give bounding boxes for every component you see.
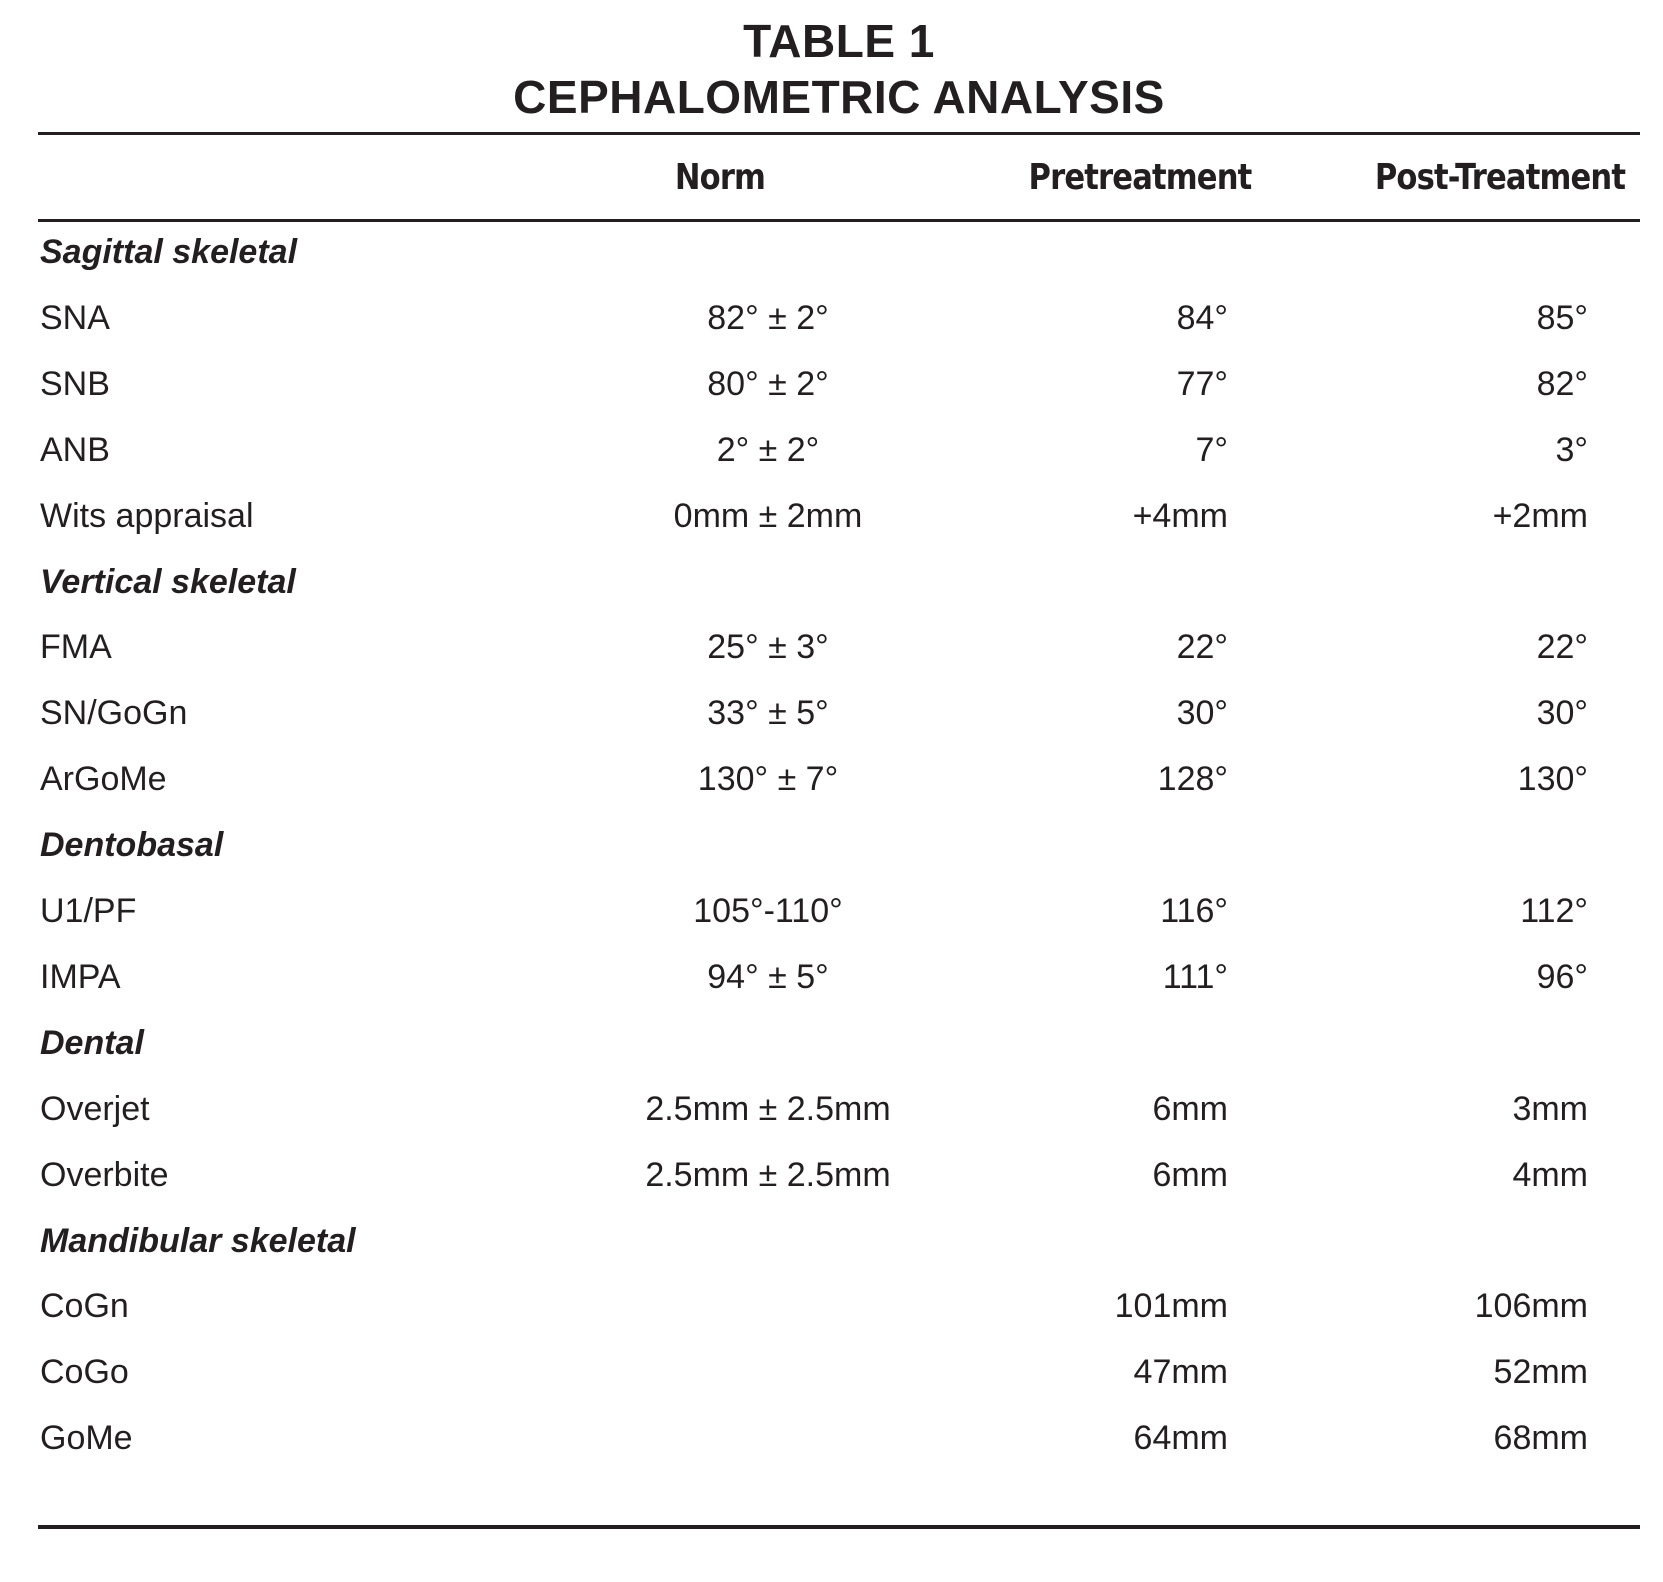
norm-value: 2.5mm ± 2.5mm	[645, 1090, 891, 1128]
post-treatment-value: 82°	[1536, 365, 1588, 403]
section-heading-row	[38, 825, 1640, 865]
norm-value: 0mm ± 2mm	[673, 497, 863, 535]
table-row	[38, 430, 1640, 470]
pretreatment-value: 30°	[1176, 694, 1228, 732]
top-rule	[38, 132, 1640, 135]
post-treatment-value: 30°	[1536, 694, 1588, 732]
row-label: SNB	[40, 365, 110, 403]
post-treatment-value: +2mm	[1492, 497, 1588, 535]
table-subtitle: CEPHALOMETRIC ANALYSIS	[513, 71, 1165, 123]
post-treatment-value: 3°	[1555, 431, 1588, 469]
row-label: ArGoMe	[40, 760, 167, 798]
section-heading: Mandibular skeletal	[40, 1222, 356, 1260]
norm-value: 82° ± 2°	[707, 299, 829, 337]
pretreatment-value: 77°	[1176, 365, 1228, 403]
row-label: Overbite	[40, 1156, 169, 1194]
post-treatment-value: 85°	[1536, 299, 1588, 337]
section-heading: Vertical skeletal	[40, 563, 296, 601]
row-label: CoGo	[40, 1353, 129, 1391]
row-label: CoGn	[40, 1287, 129, 1325]
section-heading-row	[38, 232, 1640, 272]
column-header-pretreatment: Pretreatment	[1028, 157, 1252, 198]
norm-value: 80° ± 2°	[707, 365, 829, 403]
row-label: IMPA	[40, 958, 121, 996]
norm-value: 105°-110°	[693, 892, 843, 930]
table-row	[38, 1352, 1640, 1392]
post-treatment-value: 52mm	[1493, 1353, 1588, 1391]
post-treatment-value: 4mm	[1512, 1156, 1588, 1194]
pretreatment-value: 6mm	[1152, 1090, 1228, 1128]
section-heading: Sagittal skeletal	[40, 233, 298, 271]
pretreatment-value: 22°	[1176, 628, 1228, 666]
table-row	[38, 1155, 1640, 1195]
table-row	[38, 1089, 1640, 1129]
post-treatment-value: 3mm	[1512, 1090, 1588, 1128]
post-treatment-value: 130°	[1517, 760, 1588, 798]
table-row	[38, 298, 1640, 338]
column-header-norm: Norm	[674, 157, 766, 198]
pretreatment-value: 128°	[1157, 760, 1228, 798]
row-label: U1/PF	[40, 892, 137, 930]
pretreatment-value: 101mm	[1114, 1287, 1228, 1325]
section-heading-row	[38, 1221, 1640, 1261]
pretreatment-value: 6mm	[1152, 1156, 1228, 1194]
post-treatment-value: 96°	[1536, 958, 1588, 996]
pretreatment-value: 47mm	[1133, 1353, 1228, 1391]
table-row	[38, 693, 1640, 733]
table-title: TABLE 1	[743, 15, 935, 67]
norm-value: 25° ± 3°	[707, 628, 829, 666]
header-rule	[38, 219, 1640, 222]
section-heading-row	[38, 562, 1640, 602]
column-header-post-treatment: Post-Treatment	[1374, 157, 1626, 198]
pretreatment-value: 7°	[1195, 431, 1228, 469]
row-label: ANB	[40, 431, 110, 469]
pretreatment-value: +4mm	[1132, 497, 1228, 535]
row-label: Overjet	[40, 1090, 150, 1128]
norm-value: 94° ± 5°	[707, 958, 829, 996]
post-treatment-value: 22°	[1536, 628, 1588, 666]
section-heading-row	[38, 1023, 1640, 1063]
section-heading: Dental	[40, 1024, 144, 1062]
row-label: SN/GoGn	[40, 694, 188, 732]
post-treatment-value: 68mm	[1493, 1419, 1588, 1457]
table-row	[38, 759, 1640, 799]
pretreatment-value: 84°	[1176, 299, 1228, 337]
row-label: Wits appraisal	[40, 497, 254, 535]
bottom-rule	[38, 1525, 1640, 1529]
table-row	[38, 496, 1640, 536]
table-row	[38, 891, 1640, 931]
pretreatment-value: 116°	[1160, 892, 1228, 930]
norm-value: 2.5mm ± 2.5mm	[645, 1156, 891, 1194]
table-row	[38, 1286, 1640, 1326]
norm-value: 2° ± 2°	[716, 431, 820, 469]
norm-value: 130° ± 7°	[697, 760, 839, 798]
pretreatment-value: 111°	[1162, 958, 1228, 996]
table-row	[38, 627, 1640, 667]
row-label: SNA	[40, 299, 110, 337]
table-row	[38, 957, 1640, 997]
post-treatment-value: 112°	[1520, 892, 1588, 930]
table-row	[38, 364, 1640, 404]
post-treatment-value: 106mm	[1474, 1287, 1588, 1325]
norm-value: 33° ± 5°	[707, 694, 829, 732]
row-label: FMA	[40, 628, 112, 666]
pretreatment-value: 64mm	[1133, 1419, 1228, 1457]
row-label: GoMe	[40, 1419, 133, 1457]
table-row	[38, 1418, 1640, 1458]
section-heading: Dentobasal	[40, 826, 224, 864]
